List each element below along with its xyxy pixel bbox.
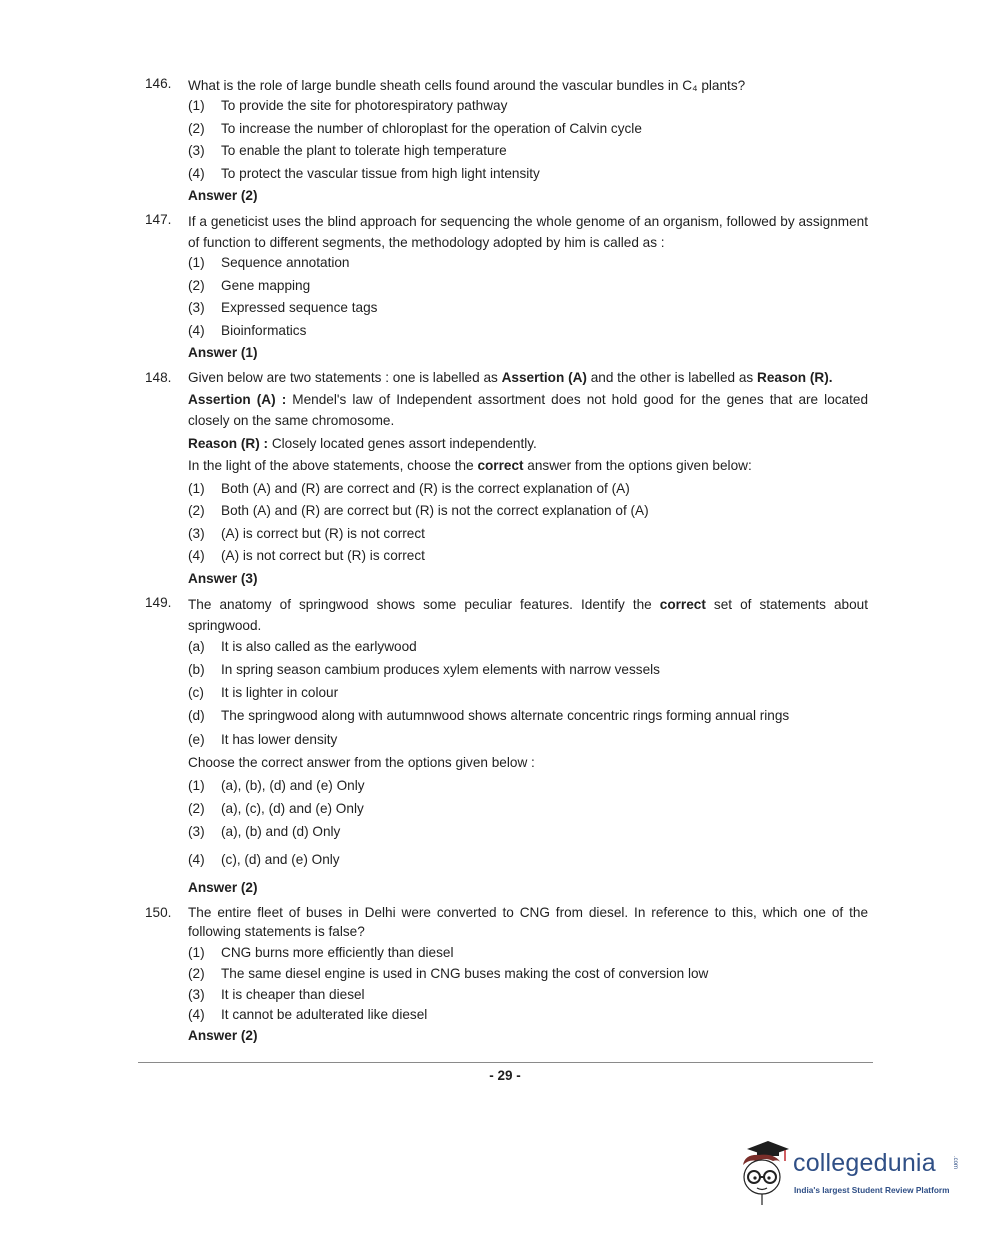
option-label: (4) [188, 852, 205, 867]
option-label: (2) [188, 801, 205, 816]
question-number: 150. [145, 905, 172, 920]
option-label: (1) [188, 255, 205, 270]
option-label: (4) [188, 548, 205, 563]
option-label: (1) [188, 98, 205, 113]
option-text: CNG burns more efficiently than diesel [221, 945, 454, 960]
answer: Answer (2) [188, 880, 258, 895]
instruction [188, 458, 752, 473]
option-text: Gene mapping [221, 278, 311, 293]
option-text: Bioinformatics [221, 323, 307, 338]
option-label: (4) [188, 166, 205, 181]
question-number: 149. [145, 595, 172, 610]
logo-tagline: India's largest Student Review Platform [794, 1185, 950, 1195]
option-text: (a), (c), (d) and (e) Only [221, 801, 364, 816]
footer-divider [138, 1062, 873, 1063]
reason-label: Reason (R). [757, 370, 833, 385]
option-label: (1) [188, 778, 205, 793]
reason-text: Closely located genes assort independently. [268, 436, 537, 451]
option-label: (3) [188, 987, 205, 1002]
question-text-part: The anatomy of springwood shows some peculiar features. Identify the [188, 597, 660, 612]
mascot-icon [735, 1137, 793, 1207]
reason-heading: Reason (R) : [188, 436, 269, 451]
assertion-text: Mendel's law of Independent assortment does not hold good for the genes that are located closely on the same chromosome. [188, 392, 869, 428]
choose-instruction: Choose the correct answer from the options given below : [188, 755, 535, 770]
option-text: To provide the site for photorespiratory pathway [221, 98, 508, 113]
question-number: 147. [145, 212, 172, 227]
option-text: To increase the number of chloroplast for the operation of Calvin cycle [221, 121, 642, 136]
question-text-bold: correct [659, 597, 706, 612]
statement-label: (a) [188, 639, 205, 654]
statement-label: (d) [188, 708, 205, 723]
answer: Answer (2) [188, 1028, 258, 1043]
option-text: (c), (d) and (e) Only [221, 852, 340, 867]
option-label: (2) [188, 121, 205, 136]
intro-text: Given below are two statements : one is labelled as [188, 370, 502, 385]
question-text-part: set of statements about springwood. [188, 597, 868, 633]
question-number: 146. [145, 76, 172, 91]
statement-text: It is also called as the earlywood [221, 639, 417, 654]
option-label: (3) [188, 824, 205, 839]
option-label: (3) [188, 526, 205, 541]
option-text: Expressed sequence tags [221, 300, 378, 315]
intro-text: and the other is labelled as [586, 370, 757, 385]
assertion-heading: Assertion (A) : [188, 392, 287, 407]
option-text: To enable the plant to tolerate high temperature [221, 143, 507, 158]
assertion-label: Assertion (A) [501, 370, 587, 385]
answer: Answer (3) [188, 571, 258, 586]
answer: Answer (2) [188, 188, 258, 203]
instruction-text: answer from the options given below: [523, 458, 752, 473]
page-number: - 29 - [489, 1068, 521, 1083]
option-label: (2) [188, 503, 205, 518]
assertion-statement [188, 389, 868, 431]
option-label: (2) [188, 278, 205, 293]
option-text: Sequence annotation [221, 255, 350, 270]
question-text: What is the role of large bundle sheath cells found around the vascular bundles in C₄ plants? [188, 78, 746, 93]
option-label: (4) [188, 1007, 205, 1022]
collegedunia-logo [735, 1137, 965, 1207]
logo-name: collegedunia [793, 1149, 936, 1177]
statement-label: (e) [188, 732, 205, 747]
option-text: To protect the vascular tissue from high light intensity [221, 166, 540, 181]
option-text: Both (A) and (R) are correct but (R) is not the correct explanation of (A) [221, 503, 649, 518]
option-text: (A) is correct but (R) is not correct [221, 526, 425, 541]
option-text: (a), (b) and (d) Only [221, 824, 341, 839]
option-text: It cannot be adulterated like diesel [221, 1007, 428, 1022]
option-label: (3) [188, 300, 205, 315]
reason-statement [188, 436, 537, 451]
logo-suffix: .com [952, 1156, 958, 1170]
option-label: (1) [188, 481, 205, 496]
statement-text: In spring season cambium produces xylem elements with narrow vessels [221, 662, 660, 677]
instruction-bold: correct [477, 458, 524, 473]
option-text: The same diesel engine is used in CNG buses making the cost of conversion low [221, 966, 709, 981]
instruction-text: In the light of the above statements, choose the [188, 458, 478, 473]
option-text: (a), (b), (d) and (e) Only [221, 778, 365, 793]
statement-text: It has lower density [221, 732, 338, 747]
answer: Answer (1) [188, 345, 258, 360]
statement-label: (c) [188, 685, 204, 700]
option-text: It is cheaper than diesel [221, 987, 365, 1002]
question-text [188, 594, 868, 636]
question-number: 148. [145, 370, 172, 385]
statement-text: The springwood along with autumnwood shows alternate concentric rings forming annual rings [221, 708, 790, 723]
question-text: The entire fleet of buses in Delhi were converted to CNG from diesel. In reference to this, which one of the following statements is false? [188, 905, 868, 939]
option-label: (1) [188, 945, 205, 960]
option-label: (4) [188, 323, 205, 338]
option-label: (2) [188, 966, 205, 981]
question-intro [188, 370, 833, 385]
option-label: (3) [188, 143, 205, 158]
question-text: If a geneticist uses the blind approach for sequencing the whole genome of an organism, followed by assignment of function to different segments, the methodology adopted by him is called as : [188, 214, 868, 250]
option-text: Both (A) and (R) are correct and (R) is the correct explanation of (A) [221, 481, 630, 496]
statement-text: It is lighter in colour [221, 685, 339, 700]
statement-label: (b) [188, 662, 205, 677]
option-text: (A) is not correct but (R) is correct [221, 548, 425, 563]
